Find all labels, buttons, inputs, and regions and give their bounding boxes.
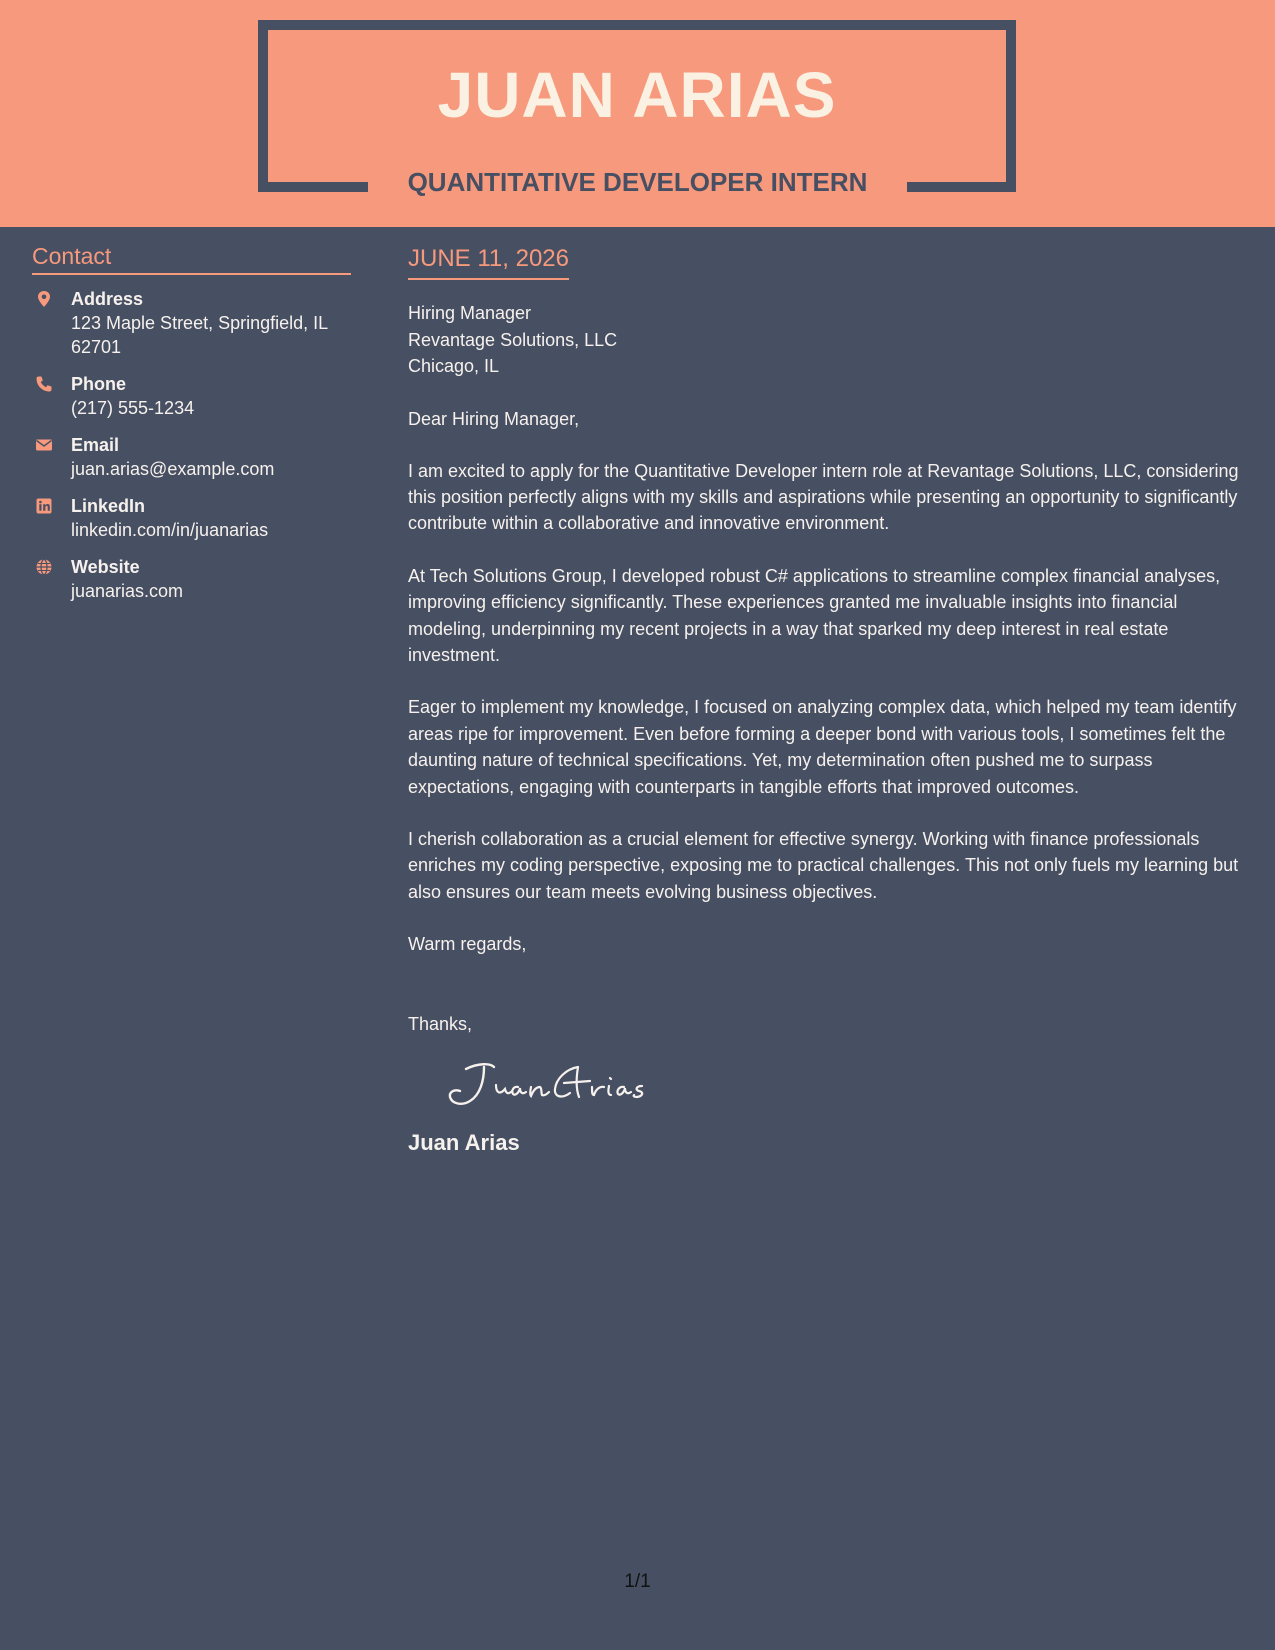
- contact-email: [32, 433, 351, 481]
- salutation: Dear Hiring Manager,: [408, 408, 580, 429]
- recipient-line: Hiring Manager: [408, 303, 532, 323]
- contact-address: [32, 287, 351, 359]
- contact-phone: [32, 372, 351, 420]
- contact-value: (217) 555-1234: [71, 398, 195, 418]
- contact-sidebar: [32, 243, 351, 616]
- contact-value: 123 Maple Street, Springfield, IL 62701: [71, 313, 328, 357]
- recipient-line: Chicago, IL: [408, 356, 500, 376]
- contact-value[interactable]: juan.arias@example.com: [71, 459, 275, 479]
- linkedin-icon: [35, 497, 53, 515]
- contact-label: LinkedIn: [71, 496, 146, 516]
- contact-label: Email: [71, 435, 120, 455]
- contact-label: Website: [71, 557, 140, 577]
- contact-heading: Contact: [32, 243, 351, 275]
- contact-label: Address: [71, 289, 144, 309]
- contact-linkedin: [32, 494, 351, 542]
- handwritten-signature: [438, 1055, 668, 1113]
- letter-paragraph: At Tech Solutions Group, I developed robust C# applications to streamline complex financial analyses, improving efficiency significantly. These experiences granted me invaluable insights into financial modeling, underpinning my recent projects in a way that sparked my deep interest in real estate investment.: [408, 565, 1221, 665]
- header-frame-bottom-left: [258, 182, 368, 192]
- envelope-icon: [35, 436, 53, 454]
- job-title: QUANTITATIVE DEVELOPER INTERN: [407, 167, 868, 197]
- signer-name: Juan Arias: [408, 1130, 520, 1156]
- phone-icon: [35, 375, 53, 393]
- applicant-name: JUAN ARIAS: [437, 59, 837, 131]
- letter-paragraph: Eager to implement my knowledge, I focused on analyzing complex data, which helped my team identify areas ripe for improvement. Even before forming a deeper bond with various tools, I sometimes felt the daunting nature of technical specifications. Yet, my determination often pushed me to surpass expectations, engaging with counterparts in tangible efforts that improved outcomes.: [408, 697, 1237, 797]
- recipient-block: [408, 300, 1248, 380]
- recipient-line: Revantage Solutions, LLC: [408, 329, 618, 350]
- header-banner: [0, 0, 1275, 227]
- globe-icon: [35, 558, 53, 576]
- letter-paragraph: I am excited to apply for the Quantitative Developer intern role at Revantage Solutions, LLC, considering this position perfectly aligns with my skills and aspirations while presenting an opportunity to significantly contribute within a collaborative and innovative environment.: [408, 460, 1239, 534]
- contact-label: Phone: [71, 374, 127, 394]
- page-number: 1/1: [624, 1571, 651, 1592]
- letter-paragraph: I cherish collaboration as a crucial element for effective synergy. Working with finance professionals enriches my coding perspective, exposing me to practical challenges. This not only fuels my learning but also ensures our team meets evolving business objectives.: [408, 828, 1239, 902]
- contact-website: [32, 555, 351, 603]
- closing: Warm regards,: [408, 934, 527, 955]
- letter-body: [408, 245, 1248, 1156]
- thanks-line: Thanks,: [408, 1014, 473, 1035]
- contact-list: [32, 287, 351, 603]
- letter-date: JUNE 11, 2026: [408, 245, 569, 280]
- header-frame-bottom-right: [907, 182, 1016, 192]
- contact-value[interactable]: linkedin.com/in/juanarias: [71, 520, 269, 540]
- contact-value[interactable]: juanarias.com: [71, 581, 184, 601]
- map-pin-icon: [35, 290, 53, 308]
